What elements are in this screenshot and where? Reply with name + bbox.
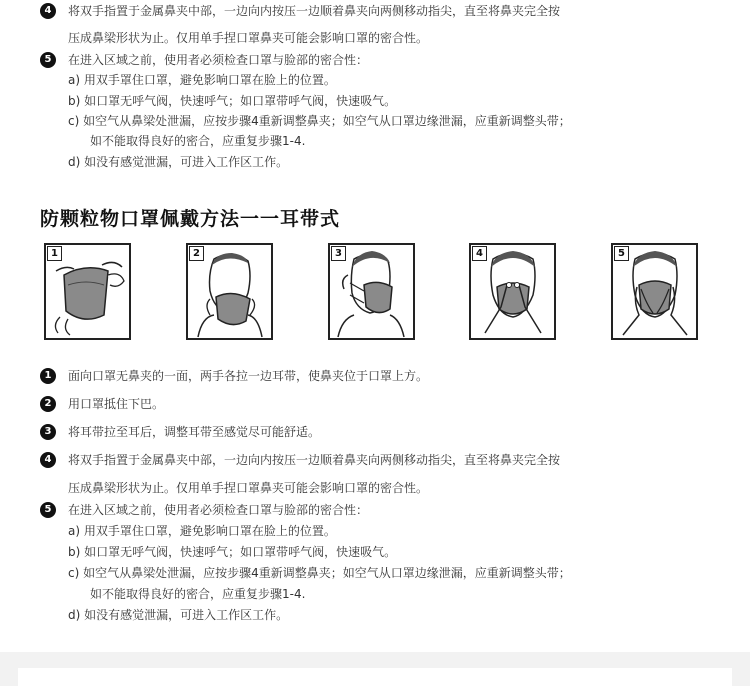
check-item-b: b) 如口罩无呼气阀，快速呼气；如口罩带呼气阀，快速吸气。	[68, 545, 397, 559]
step-number-badge: 4	[40, 452, 56, 468]
step-text: 将双手指置于金属鼻夹中部，一边向内按压一边顺着鼻夹向两侧移动指尖，直至将鼻夹完全按	[68, 453, 561, 467]
check-item-c: c) 如空气从鼻梁处泄漏，应按步骤4重新调整鼻夹；如空气从口罩边缘泄漏，应重新调整头带；	[68, 114, 571, 128]
check-item-d: d) 如没有感觉泄漏，可进入工作区工作。	[68, 608, 289, 622]
step-text: 在进入区域之前，使用者必须检查口罩与脸部的密合性：	[68, 53, 369, 67]
step-number-badge: 4	[40, 3, 56, 19]
step-text: 将双手指置于金属鼻夹中部，一边向内按压一边顺着鼻夹向两侧移动指尖，直至将鼻夹完全按	[68, 4, 561, 18]
step-text: 面向口罩无鼻夹的一面，两手各拉一边耳带，使鼻夹位于口罩上方。	[68, 369, 429, 383]
check-item-b: b) 如口罩无呼气阀，快速呼气；如口罩带呼气阀，快速吸气。	[68, 94, 397, 108]
illustration-panel-2	[186, 243, 273, 340]
step-number-badge: 5	[40, 502, 56, 518]
step-number-badge: 1	[40, 368, 56, 384]
check-item-a: a) 用双手罩住口罩，避免影响口罩在脸上的位置。	[68, 524, 336, 538]
check-item-a: a) 用双手罩住口罩，避免影响口罩在脸上的位置。	[68, 73, 336, 87]
illustration-panel-5	[611, 243, 698, 340]
illustration-panel-1	[44, 243, 131, 340]
check-item-c-continued: 如不能取得良好的密合，应重复步骤1-4.	[90, 587, 306, 601]
step-text: 将耳带拉至耳后，调整耳带至感觉尽可能舒适。	[68, 425, 321, 439]
illustration-panel-3	[328, 243, 415, 340]
panel-number: 1	[47, 246, 62, 261]
footer-panel	[18, 668, 732, 686]
step-number-badge: 5	[40, 52, 56, 68]
check-item-c-continued: 如不能取得良好的密合，应重复步骤1-4.	[90, 134, 306, 148]
step-text: 用口罩抵住下巴。	[68, 397, 165, 411]
step-text-continued: 压成鼻梁形状为止。仅用单手捏口罩鼻夹可能会影响口罩的密合性。	[68, 31, 429, 45]
panel-number: 4	[472, 246, 487, 261]
section-title: 防颗粒物口罩佩戴方法一一耳带式	[40, 208, 341, 230]
illustration-panel-4	[469, 243, 556, 340]
step-number-badge: 2	[40, 396, 56, 412]
panel-number: 2	[189, 246, 204, 261]
step-text: 在进入区域之前，使用者必须检查口罩与脸部的密合性：	[68, 503, 369, 517]
check-item-d: d) 如没有感觉泄漏，可进入工作区工作。	[68, 155, 289, 169]
footer-band	[0, 652, 750, 686]
panel-number: 5	[614, 246, 629, 261]
check-item-c: c) 如空气从鼻梁处泄漏，应按步骤4重新调整鼻夹；如空气从口罩边缘泄漏，应重新调整头带；	[68, 566, 571, 580]
step-text-continued: 压成鼻梁形状为止。仅用单手捏口罩鼻夹可能会影响口罩的密合性。	[68, 481, 429, 495]
step-number-badge: 3	[40, 424, 56, 440]
panel-number: 3	[331, 246, 346, 261]
